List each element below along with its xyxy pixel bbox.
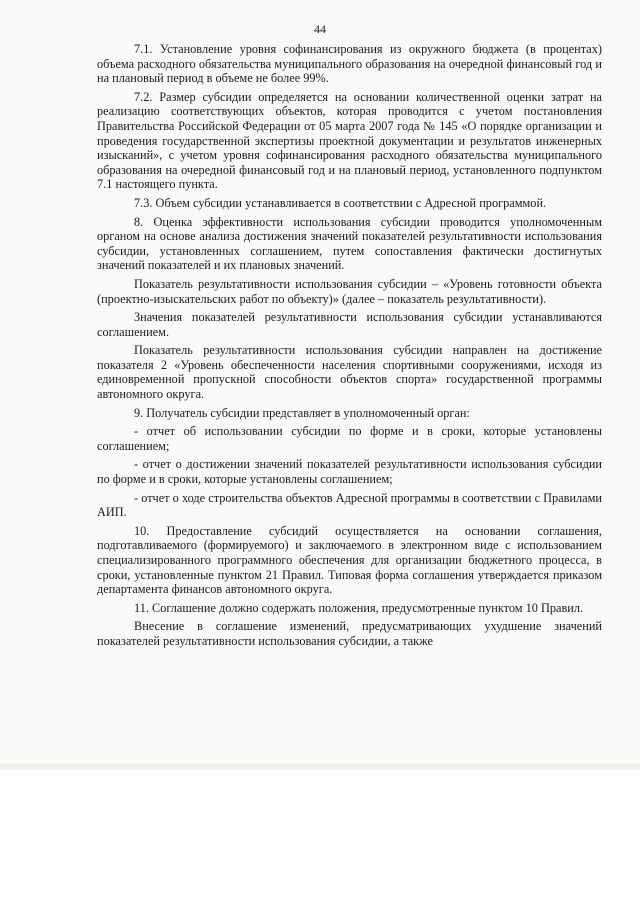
paragraph: - отчет об использовании субсидии по форме и в сроки, которые установлены соглашением; <box>97 424 602 453</box>
paragraph: 8. Оценка эффективности использования субсидии проводится уполномоченным органом на основе анализа достижения значений показателей результативности использования субсидии, установленных соглашением, путем сопоставления фактически достигнутых значений показателей и их плановых значений. <box>97 214 602 273</box>
paragraph: 7.3. Объем субсидии устанавливается в соответствии с Адресной программой. <box>134 195 547 210</box>
page-number: 44 <box>314 22 326 36</box>
paragraph: 7.1. Установление уровня софинансирования из окружного бюджета (в процентах) объема расходного обязательства муниципального образования на очередной финансовый год и на плановый период в объеме не более 99%. <box>97 42 602 86</box>
paragraph: Внесение в соглашение изменений, предусматривающих ухудшение значений показателей результативности использования субсидии, а также <box>97 619 602 648</box>
paragraph: Показатель результативности использования субсидии направлен на достижение показателя 2 «Уровень обеспеченности населения спортивными сооружениями, исходя из единовременной пропускной способности объектов спорта» государственной программы автономного округа. <box>97 343 602 402</box>
paragraph: - отчет о ходе строительства объектов Адресной программы в соответствии с Правилами АИП. <box>97 490 602 520</box>
scan-bottom-edge <box>0 764 640 770</box>
document-body <box>97 42 602 653</box>
paragraph: 7.2. Размер субсидии определяется на основании количественной оценки затрат на реализацию соответствующих объектов, которая проводится с учетом постановления Правительства Российской Федерации от 05 марта 2007 года № 145 «О порядке организации и проведения государственной экспертизы проектной документации и результатов инженерных изысканий», с учетом уровня софинансирования расходного обязательства муниципального образования на очередной финансовый год и на плановый период, установленного подпунктом 7.1 настоящего пункта. <box>97 89 602 192</box>
paragraph: Значения показателей результативности использования субсидии устанавливаются соглашением. <box>97 310 602 339</box>
paragraph: - отчет о достижении значений показателей результативности использования субсидии по форме и в сроки, которые установлены соглашением; <box>97 457 602 487</box>
paragraph: 10. Предоставление субсидий осуществляется на основании соглашения, подготавливаемого (формируемого) и заключаемого в электронном виде с использованием специализированного программного обеспечения для организации бюджетного процесса, в сроки, установленные пунктом 21 Правил. Типовая форма соглашения утверждается приказом департамента финансов автономного округа. <box>97 523 602 597</box>
paragraph: 9. Получатель субсидии представляет в уполномоченный орган: <box>134 405 470 420</box>
paragraph: 11. Соглашение должно содержать положения, предусмотренные пунктом 10 Правил. <box>134 600 584 615</box>
paragraph: Показатель результативности использования субсидии – «Уровень готовности объекта (проектно-изыскательских работ по объекту)» (далее – показатель результативности). <box>97 276 602 306</box>
